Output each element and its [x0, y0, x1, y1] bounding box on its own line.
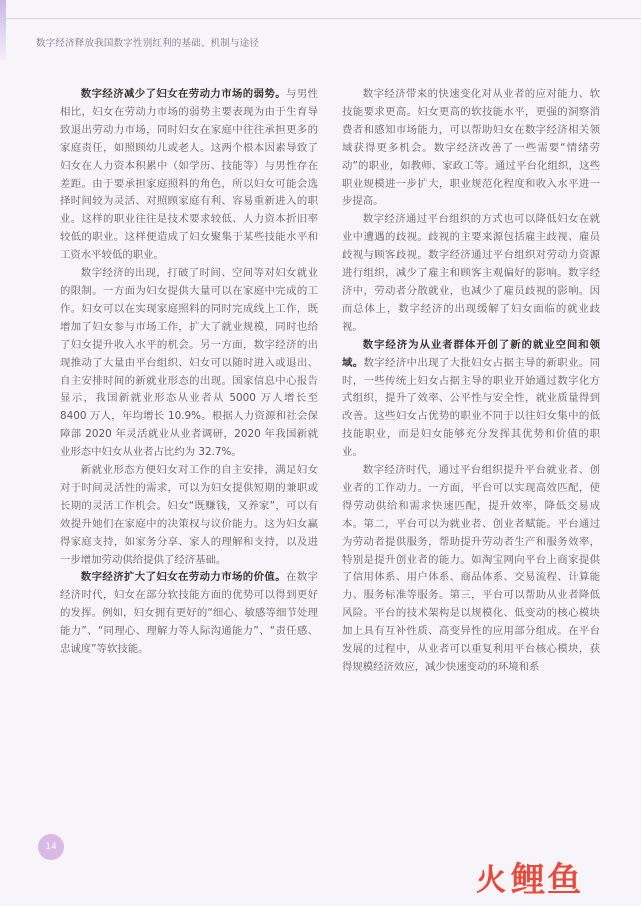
section-heading: 数字经济为从业者群体开创了新的就业空间和领域。 — [342, 338, 600, 369]
page-header — [0, 0, 641, 64]
watermark-logo — [476, 852, 636, 902]
paragraph: 数字经济的出现，打破了时间、空间等对妇女就业的限制。一方面为妇女提供大量可以在家庭中完成的工作。妇女可以在实现家庭照料的同时完成线上工作，既增加了妇女参与市场工作，扩大了就业规模，同时也给了妇女提升收入水平的机会。另一方面，数字经济的出现推动了大量由平台组织、妇女可以随时进入或退出、自主安排时间的新就业形态的出现。国家信息中心报告显示，我国新就业形态从业者从 5000 万人增长至 8400 万人，年均增长 10.9%。根据人力资源和社会保障部 2020 年灵活就业从业者调研，2020 年我国新就业形态中妇女从业者占比约为 32.7%。 — [60, 267, 318, 459]
right-column — [342, 86, 600, 677]
section-heading: 数字经济减少了妇女在劳动力市场的弱势。 — [80, 88, 287, 100]
page-number-badge: 14 — [38, 834, 64, 860]
running-title: 数字经济释放我国数字性别红利的基础、机制与途径 — [36, 38, 260, 49]
paragraph-text: 与男性相比，妇女在劳动力市场的弱势主要表现为由于生育导致退出劳动力市场，同时妇女在家庭中往往承担更多的家庭责任，如照顾幼儿或老人。这两个根本因素导致了妇女在人力资本积累中（如学历、技能等）与男性存在差距。由于要承担家庭照料的角色，所以妇女可能会选择时间较为灵活、对照顾家庭有利、容易重新进入的职业。这样的职业往往是技术要求较低、人力资本折旧率较低的职业。这样便造成了妇女聚集于某些技能水平和工资水平较低的职业。 — [60, 88, 319, 262]
paragraph — [60, 86, 318, 265]
logo-fire-icon: 火 — [476, 862, 506, 898]
left-column — [60, 86, 318, 659]
header-accent-bar — [0, 0, 6, 60]
paragraph: 数字经济通过平台组织的方式也可以降低妇女在就业中遭遇的歧视。歧视的主要来源包括雇主歧视、雇员歧视与顾客歧视。数字经济通过平台组织对劳动力资源进行组织，减少了雇主和顾客主观偏好的影响。数字经济中，劳动者分散就业，也减少了雇员歧视的影响。因而总体上，数字经济的出现缓解了妇女面临的就业歧视。 — [342, 213, 600, 333]
paragraph — [342, 337, 600, 462]
section-heading: 数字经济扩大了妇女在劳动力市场的价值。 — [80, 571, 287, 584]
paragraph-text: 在数字经济时代，妇女在部分软技能方面的优势可以得到更好的发挥。例如，妇女拥有更好的“细心、敏感等细节处理能力”、“同理心、理解力等人际沟通能力”、“责任感、忠诚度”等软技能。 — [60, 571, 319, 656]
paragraph: 数字经济时代，通过平台组织提升平台就业者、创业者的工作动力。一方面，平台可以实现高效匹配，使得劳动供给和需求快速匹配，提升效率，降低交易成本。第二，平台可以为就业者、创业者赋能。平台通过为劳动者提供服务，帮助提升劳动者生产和服务效率，特别是提升创业者的能力。如淘宝网向平台上商家提供了信用体系、用户体系、商品体系、交易流程、计算能力、服务标准等服务。第三，平台可以帮助从业者降低风险。平台的技术架构是以规模化、低变动的核心模块加上具有互补性质、高变异性的应用部分组成。在平台发展的过程中，从业者可以重复利用平台核心模块，获得规模经济效应，减少快速变动的环境和系 — [342, 464, 600, 673]
paragraph — [60, 569, 318, 659]
header-divider — [0, 18, 641, 19]
logo-text: 鲤鱼 — [511, 860, 584, 900]
paragraph-text: 数字经济中出现了大批妇女占据主导的新职业。同时，一些传统上妇女占据主导的职业开始通过数字化方式组织，提升了效率、公平性与安全性，就业质量得到改善。这些妇女占优势的职业不同于以往妇女集中的低技能职业，而是妇女能够充分发挥其优势和价值的职业。 — [342, 356, 600, 459]
paragraph: 新就业形态方便妇女对工作的自主安排，满足妇女对于时间灵活性的需求，可以为妇女提供短期的兼职或长期的灵活工作机会。妇女“既赚钱，又养家”，可以有效提升她们在家庭中的决策权与议价能力。这为妇女赢得家庭支持，如家务分享、家人的理解和支持，以及进一步增加劳动供给提供了经济基础。 — [60, 464, 318, 566]
paragraph: 数字经济带来的快速变化对从业者的应对能力、软技能要求更高。妇女更高的软技能水平，更强的洞察消费者和感知市场能力，可以帮助妇女在数字经济相关领域获得更多机会。数字经济改善了一些需要“情绪劳动”的职业，如教师、家政工等。通过平台化组织，这些职业规模进一步扩大，职业规范化程度和收入水平进一步提高。 — [342, 88, 600, 208]
